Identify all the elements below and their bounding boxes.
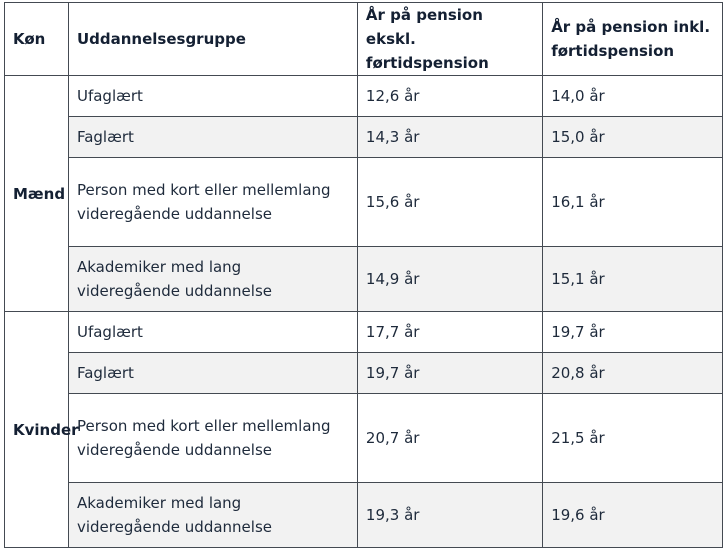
table-row (5, 394, 723, 483)
header-years-incl: År på pension inkl. førtidspension (543, 3, 723, 76)
education-cell: Akademiker med lang videregående uddannelse (68, 483, 357, 548)
education-cell: Person med kort eller mellemlang videregående uddannelse (68, 394, 357, 483)
years-incl-cell: 15,1 år (543, 247, 723, 312)
table-row (5, 247, 723, 312)
pension-table (4, 2, 723, 548)
gender-label-men: Mænd (5, 76, 69, 312)
table-row (5, 158, 723, 247)
years-excl-cell: 14,9 år (357, 247, 542, 312)
years-incl-cell: 14,0 år (543, 76, 723, 117)
header-education-group: Uddannelsesgruppe (68, 3, 357, 76)
years-incl-cell: 15,0 år (543, 117, 723, 158)
education-cell: Faglært (68, 117, 357, 158)
education-cell: Akademiker med lang videregående uddannelse (68, 247, 357, 312)
years-excl-cell: 20,7 år (357, 394, 542, 483)
education-cell: Person med kort eller mellemlang videregående uddannelse (68, 158, 357, 247)
years-excl-cell: 17,7 år (357, 312, 542, 353)
header-gender: Køn (5, 3, 69, 76)
education-cell: Ufaglært (68, 76, 357, 117)
table-row (5, 312, 723, 353)
header-years-excl: År på pension ekskl. førtidspension (357, 3, 542, 76)
table-row (5, 353, 723, 394)
education-cell: Ufaglært (68, 312, 357, 353)
years-incl-cell: 21,5 år (543, 394, 723, 483)
header-row (5, 3, 723, 76)
table-row (5, 117, 723, 158)
years-incl-cell: 19,7 år (543, 312, 723, 353)
table-row (5, 483, 723, 548)
table-row (5, 76, 723, 117)
gender-label-women: Kvinder (5, 312, 69, 548)
years-excl-cell: 19,3 år (357, 483, 542, 548)
years-incl-cell: 16,1 år (543, 158, 723, 247)
years-excl-cell: 12,6 år (357, 76, 542, 117)
years-excl-cell: 14,3 år (357, 117, 542, 158)
years-excl-cell: 19,7 år (357, 353, 542, 394)
years-excl-cell: 15,6 år (357, 158, 542, 247)
education-cell: Faglært (68, 353, 357, 394)
years-incl-cell: 19,6 år (543, 483, 723, 548)
years-incl-cell: 20,8 år (543, 353, 723, 394)
